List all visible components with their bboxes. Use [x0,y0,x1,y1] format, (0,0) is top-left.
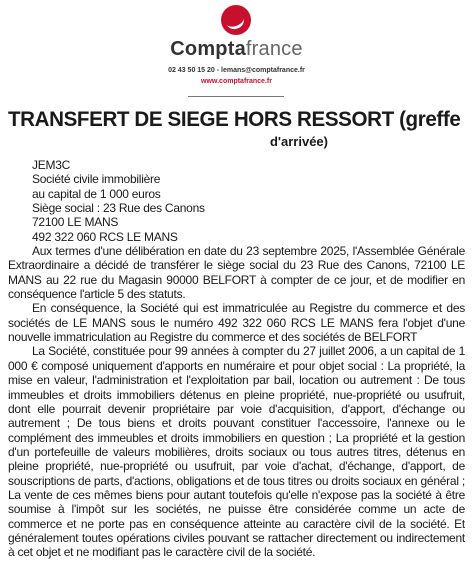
paragraph-registration: En conséquence, la Société qui est immatriculée au Registre du commerce et des sociétés de LE MANS sous le numéro 492 322 060 RCS LE MANS fera l'objet d'une nouvelle immatriculation au Registre du commerce et des sociétés de BELFORT [8,301,465,345]
brand-name-part1: Compta [170,38,246,60]
website-link[interactable]: www.comptafrance.fr [201,78,272,85]
notice-subtitle: d'arrivée) [269,134,328,149]
contact-line: 02 43 50 15 20 - lemans@comptafrance.fr [168,67,305,74]
header-divider [188,96,284,97]
company-rcs: 492 322 060 RCS LE MANS [32,229,178,244]
company-block [8,158,465,244]
company-head-office: Siège social : 23 Rue des Canons [32,201,205,216]
notice-body [8,158,465,560]
comptafrance-logo-icon [221,5,251,35]
header [0,0,473,100]
logo-swoosh [224,10,246,31]
paragraph-deliberation: Aux termes d'une délibération en date du 23 septembre 2025, l'Assemblée Générale Extraordinaire a décidé de transférer le siège social du 23 Rue des Canons, 72100 LE MANS au 22 rue du Magasin 90000 BELFORT à compter de ce jour, et de modifier en conséquence l'article 5 des statuts. [8,244,465,302]
notice-title: TRANSFERT DE SIEGE HORS RESSORT (greffe [8,108,461,131]
brand-name-part2: france [245,38,303,60]
company-name: JEM3C [32,158,71,172]
brand-name [0,37,473,61]
paragraph-corporate-purpose: La Société, constituée pour 99 années à compter du 27 juillet 2006, a un capital de 1 000 € composé uniquement d'apports en numéraire et pour objet social : La propriété, la mise en valeur, l'administration et l'exploitation par bail, location ou autrement : De tous immeubles et droits immobiliers détenus en pleine propriété, nue-propriété ou usufruit, dont elle pourrait devenir propriétaire par voie d'acquisition, d'apport, d'échange ou autrement ; De tous biens et droits pouvant constituer l'accessoire, l'annexe ou le complément des immeubles et droits immobiliers en question ; La propriété et la gestion d'un portefeuille de valeurs mobilières, droits sociaux ou tous autres titres, détenus en pleine propriété, nue-propriété ou usufruit, par voie d'achat, d'échange, d'apport, de souscriptions de parts, d'actions, obligations et de tous titres ou droits sociaux en général ; La vente de ces mêmes biens pour autant toutefois qu'elle n'expose pas la société à être soumise à l'impôt sur les sociétés, ne puisse être considérée comme un acte de commerce et ne porte pas en conséquence atteinte au caractère civil de la société. Et généralement toutes opérations civiles pouvant se rattacher directement ou indirectement à cet objet et ne modifiant pas le caractère civil de la société. [8,344,465,560]
company-capital: au capital de 1 000 euros [32,186,161,201]
company-city: 72100 LE MANS [32,215,119,230]
company-form: Société civile immobilière [32,172,161,187]
